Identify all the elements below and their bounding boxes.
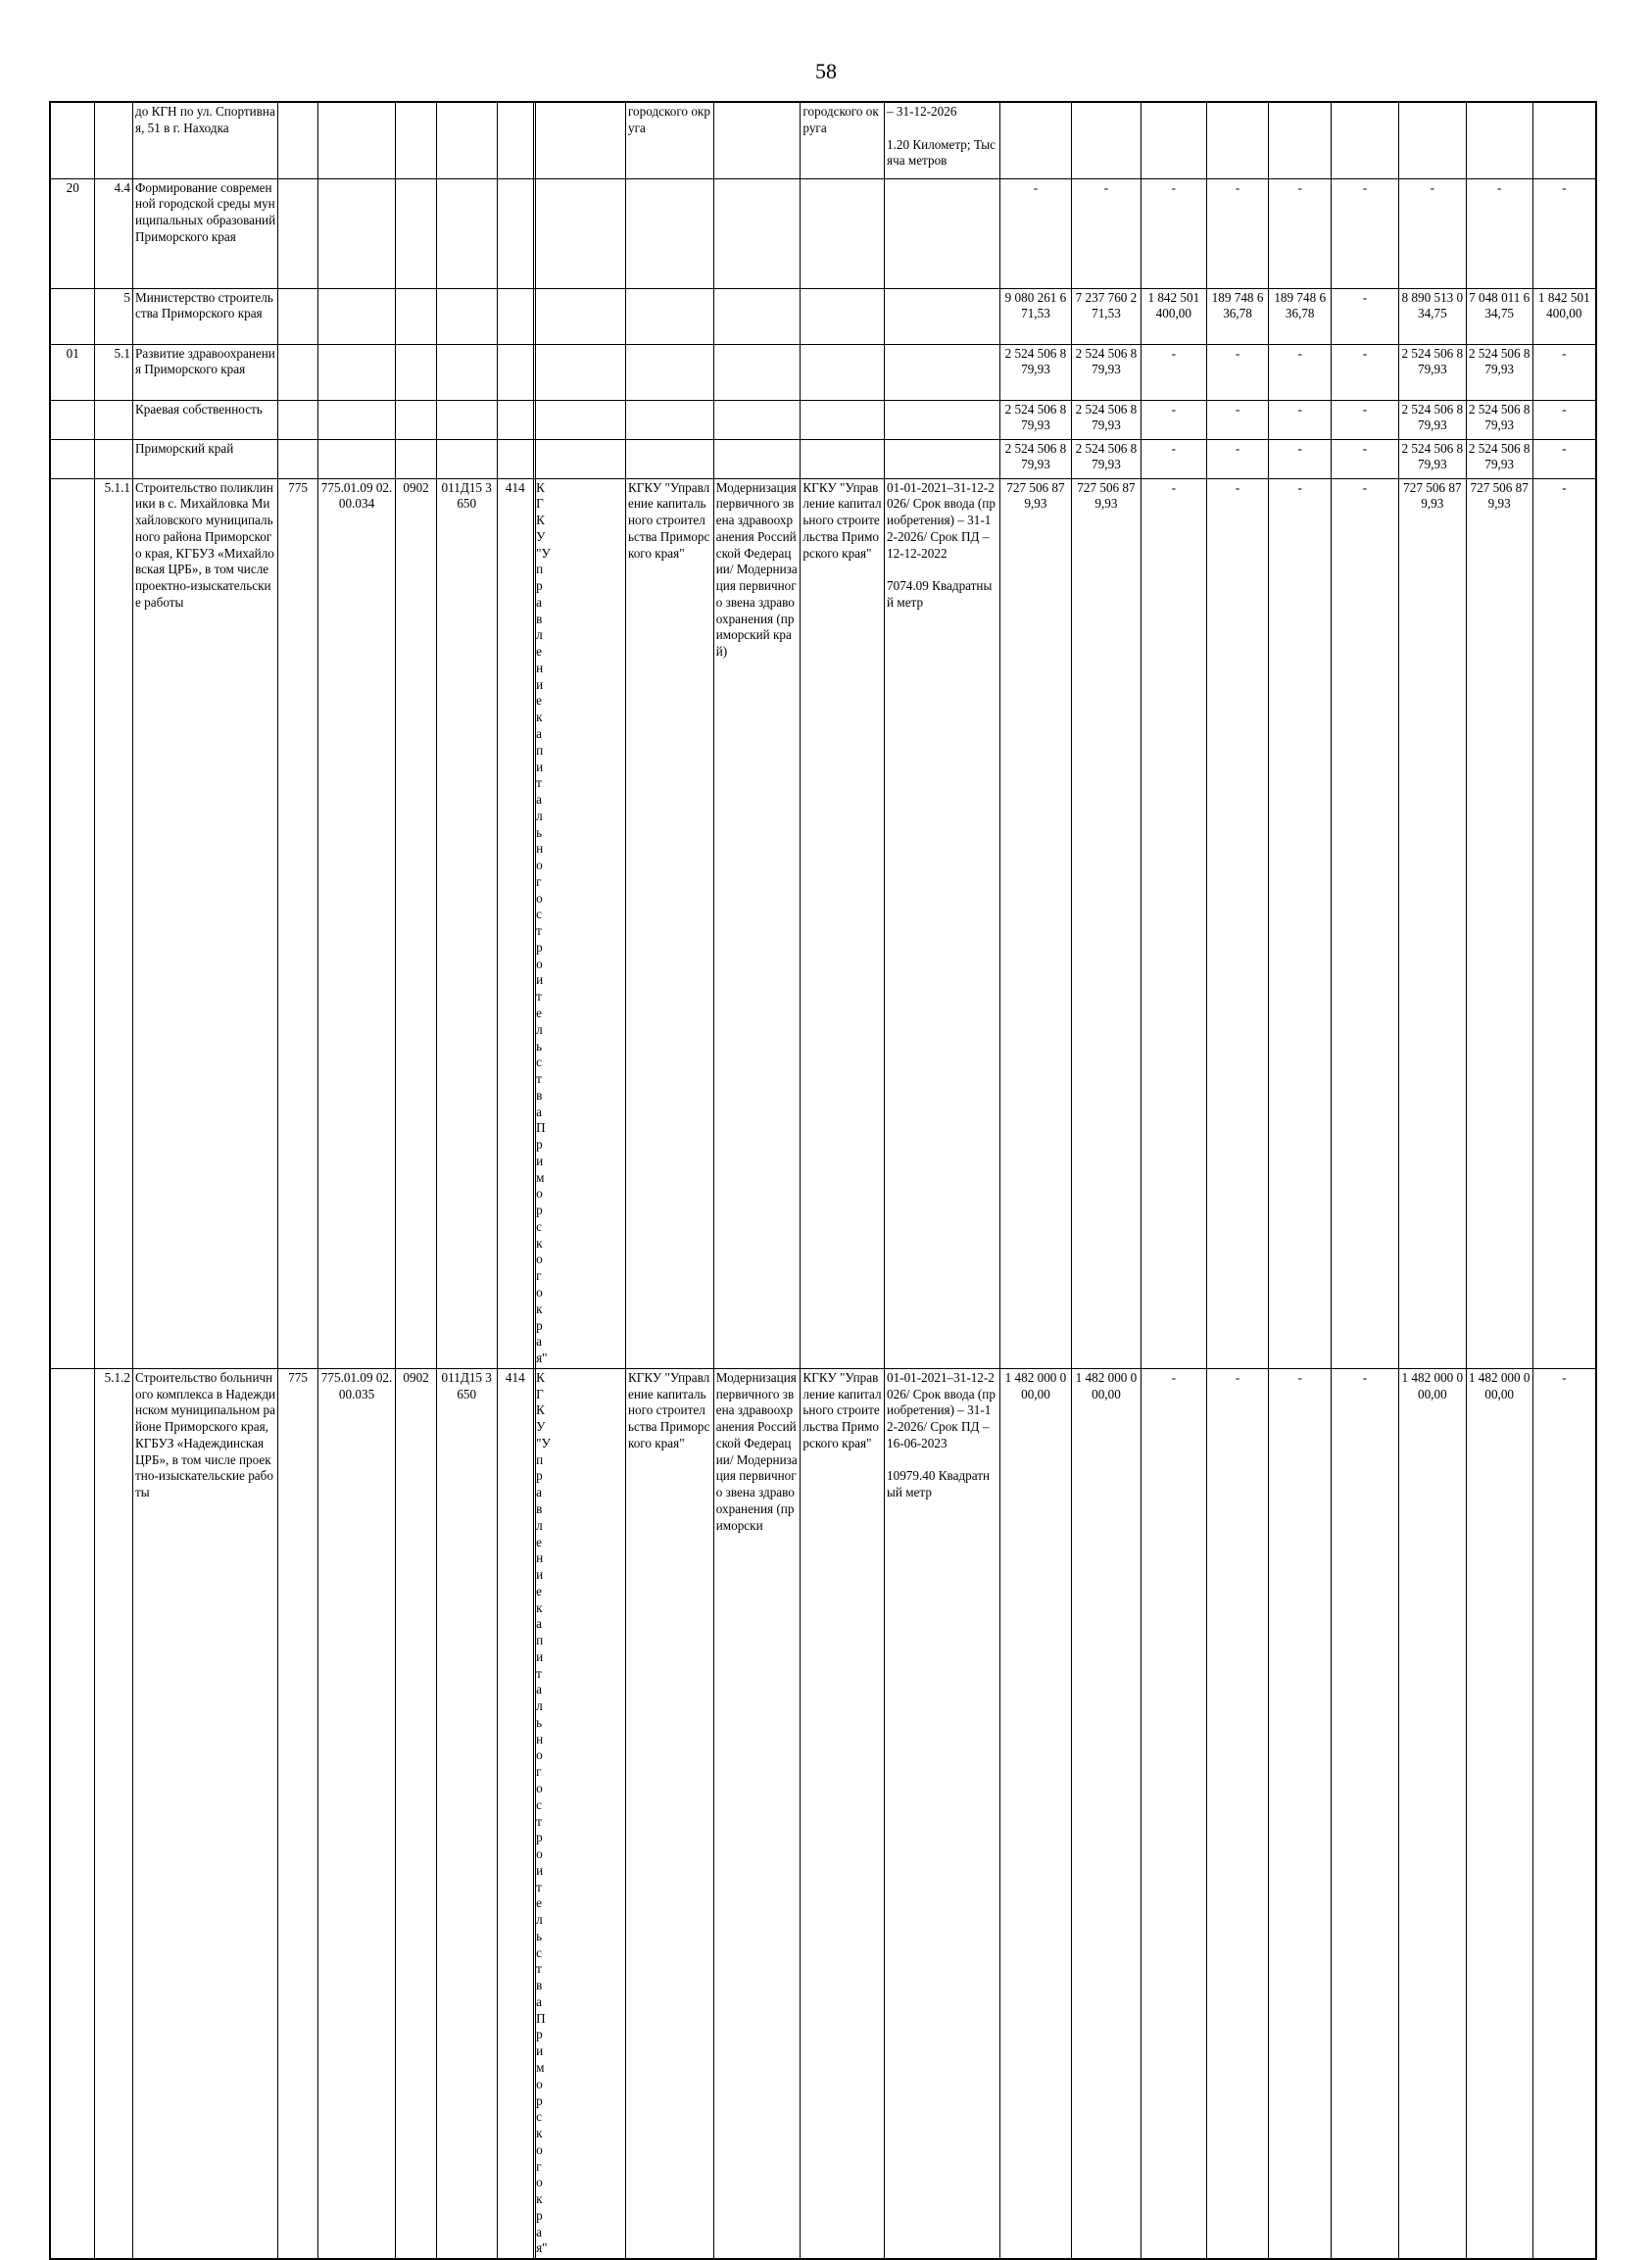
- cell-fb-total: [1071, 102, 1141, 178]
- cell-proekt: Модернизация первичного звена здравоохранения Российской Федерации/ Модернизация первичного звена здравоохранения (приморский край): [713, 478, 801, 1368]
- cell-kod-tsel: [317, 439, 395, 478]
- cell-sroki: 01-01-2021–31-12-2026/ Срок ввода (приобретения) – 31-12-2026/ Срок ПД – 12-12-2022 7074.09 Квадратный метр: [885, 478, 1000, 1368]
- table-row: [50, 102, 1596, 178]
- cell-itogo: 9 080 261 671,53: [999, 288, 1071, 344]
- cell-kb2: -: [1269, 400, 1332, 439]
- cell-kb: [1206, 102, 1269, 178]
- cell-ispolnitel: [801, 344, 885, 400]
- cell-csr: [436, 400, 497, 439]
- cell-fb3: 1 842 501 400,00: [1532, 288, 1596, 344]
- cell-kod: [50, 1368, 95, 2259]
- cell-zakazchik: [625, 344, 713, 400]
- cell-ispolnitel: [801, 439, 885, 478]
- cell-mb: -: [1332, 1368, 1399, 2259]
- cell-naimenovanie: Строительство больничного комплекса в Надеждинском муниципальном районе Приморского края, КГБУЗ «Надеждинская ЦРБ», в том числе проектно-изыскательские работы: [133, 1368, 278, 2259]
- cell-kb2: [1269, 102, 1332, 178]
- cell-kod: [50, 478, 95, 1368]
- cell-kb2: -: [1269, 178, 1332, 288]
- cell-kb2: -: [1269, 478, 1332, 1368]
- cell-csr: [436, 288, 497, 344]
- cell-itogo: 2 524 506 879,93: [999, 400, 1071, 439]
- cell-kb3: 2 524 506 879,93: [1466, 344, 1532, 400]
- cell-fb3: -: [1532, 1368, 1596, 2259]
- cell-grbs: [278, 178, 318, 288]
- cell-zakazchik: [625, 439, 713, 478]
- cell-vr: [497, 400, 534, 439]
- cell-fb-total: 1 482 000 000,00: [1071, 1368, 1141, 2259]
- cell-itogo: 2 524 506 879,93: [999, 439, 1071, 478]
- cell-csr: [436, 439, 497, 478]
- cell-otvetstvenny: [536, 400, 626, 439]
- cell-zakazchik: [625, 400, 713, 439]
- cell-fb: -: [1141, 1368, 1206, 2259]
- table-row: [50, 400, 1596, 439]
- cell-mb: -: [1332, 439, 1399, 478]
- cell-fb: -: [1141, 478, 1206, 1368]
- cell-itogo: 727 506 879,93: [999, 478, 1071, 1368]
- cell-naimenovanie: Министерство строительства Приморского края: [133, 288, 278, 344]
- cell-grbs: [278, 439, 318, 478]
- cell-ispolnitel: городского округа: [801, 102, 885, 178]
- cell-itogo: 1 482 000 000,00: [999, 1368, 1071, 2259]
- table-row: [50, 439, 1596, 478]
- cell-rzpr: [396, 178, 437, 288]
- cell-otvetstvenny: [536, 102, 626, 178]
- cell-otvetstvenny: [536, 478, 626, 1368]
- budget-table: [49, 101, 1597, 2260]
- cell-kb2: -: [1269, 1368, 1332, 2259]
- table-row: [50, 288, 1596, 344]
- cell-csr: 011Д15 3650: [436, 478, 497, 1368]
- cell-fb: [1141, 102, 1206, 178]
- cell-grbs: 775: [278, 1368, 318, 2259]
- cell-naimenovanie: Приморский край: [133, 439, 278, 478]
- cell-kb3: 1 482 000 000,00: [1466, 1368, 1532, 2259]
- cell-kod: [50, 288, 95, 344]
- cell-num: 5: [95, 288, 133, 344]
- cell-csr: [436, 178, 497, 288]
- cell-naimenovanie: Строительство поликлиники в с. Михайловка Михайловского муниципального района Приморского края, КГБУЗ «Михайловская ЦРБ», в том числе проектно-изыскательские работы: [133, 478, 278, 1368]
- cell-proekt: [713, 178, 801, 288]
- cell-fb: -: [1141, 178, 1206, 288]
- cell-itogo2: 1 482 000 000,00: [1398, 1368, 1466, 2259]
- cell-naimenovanie: Развитие здравоохранения Приморского края: [133, 344, 278, 400]
- cell-fb-total: -: [1071, 178, 1141, 288]
- cell-kb2: 189 748 636,78: [1269, 288, 1332, 344]
- cell-kb: -: [1206, 1368, 1269, 2259]
- cell-kod: 20: [50, 178, 95, 288]
- cell-vr: 414: [497, 478, 534, 1368]
- cell-naimenovanie: Краевая собственность: [133, 400, 278, 439]
- cell-grbs: 775: [278, 478, 318, 1368]
- cell-fb-total: 727 506 879,93: [1071, 478, 1141, 1368]
- cell-grbs: [278, 344, 318, 400]
- cell-vr: [497, 178, 534, 288]
- cell-mb: -: [1332, 178, 1399, 288]
- cell-fb: -: [1141, 439, 1206, 478]
- cell-kod-tsel: 775.01.09 02.00.035: [317, 1368, 395, 2259]
- table-row: [50, 1368, 1596, 2259]
- cell-kb: -: [1206, 439, 1269, 478]
- cell-zakazchik: [625, 288, 713, 344]
- cell-kb3: -: [1466, 178, 1532, 288]
- cell-kod-tsel: [317, 400, 395, 439]
- cell-mb: -: [1332, 400, 1399, 439]
- cell-itogo2: 727 506 879,93: [1398, 478, 1466, 1368]
- cell-kod: 01: [50, 344, 95, 400]
- cell-vr: [497, 102, 534, 178]
- cell-kod-tsel: [317, 288, 395, 344]
- cell-kb3: 7 048 011 634,75: [1466, 288, 1532, 344]
- cell-fb: -: [1141, 400, 1206, 439]
- table-row: [50, 478, 1596, 1368]
- cell-fb: -: [1141, 344, 1206, 400]
- cell-itogo2: 8 890 513 034,75: [1398, 288, 1466, 344]
- cell-kb3: [1466, 102, 1532, 178]
- cell-fb-total: 2 524 506 879,93: [1071, 439, 1141, 478]
- cell-naimenovanie: до КГН по ул. Спортивная, 51 в г. Находка: [133, 102, 278, 178]
- cell-vr: [497, 288, 534, 344]
- cell-ispolnitel: [801, 288, 885, 344]
- cell-grbs: [278, 102, 318, 178]
- cell-fb3: -: [1532, 439, 1596, 478]
- cell-rzpr: 0902: [396, 1368, 437, 2259]
- cell-otvetstvenny: [536, 178, 626, 288]
- cell-vr: [497, 344, 534, 400]
- cell-kod-tsel: 775.01.09 02.00.034: [317, 478, 395, 1368]
- cell-kb: -: [1206, 178, 1269, 288]
- cell-csr: [436, 344, 497, 400]
- cell-kb: -: [1206, 344, 1269, 400]
- table-row: [50, 344, 1596, 400]
- cell-fb3: -: [1532, 400, 1596, 439]
- cell-mb: -: [1332, 288, 1399, 344]
- cell-sroki: [885, 344, 1000, 400]
- cell-rzpr: 0902: [396, 478, 437, 1368]
- cell-rzpr: [396, 439, 437, 478]
- cell-fb: 1 842 501 400,00: [1141, 288, 1206, 344]
- cell-ispolnitel: [801, 178, 885, 288]
- cell-rzpr: [396, 344, 437, 400]
- cell-kb3: 727 506 879,93: [1466, 478, 1532, 1368]
- cell-otvetstvenny: [536, 288, 626, 344]
- cell-proekt: [713, 344, 801, 400]
- cell-fb-total: 2 524 506 879,93: [1071, 344, 1141, 400]
- cell-kb: 189 748 636,78: [1206, 288, 1269, 344]
- cell-num: 5.1.1: [95, 478, 133, 1368]
- cell-kod-tsel: [317, 102, 395, 178]
- cell-itogo2: -: [1398, 178, 1466, 288]
- cell-sroki: [885, 178, 1000, 288]
- cell-rzpr: [396, 102, 437, 178]
- cell-vr: [497, 439, 534, 478]
- cell-fb3: -: [1532, 478, 1596, 1368]
- cell-otvetstvenny: [536, 1368, 626, 2259]
- cell-fb-total: 2 524 506 879,93: [1071, 400, 1141, 439]
- cell-kod-tsel: [317, 178, 395, 288]
- cell-num: 5.1.2: [95, 1368, 133, 2259]
- cell-zakazchik: КГКУ "Управление капитального строительства Приморского края": [625, 1368, 713, 2259]
- page-number: 58: [815, 59, 837, 83]
- cell-zakazchik: городского округа: [625, 102, 713, 178]
- cell-grbs: [278, 288, 318, 344]
- cell-proekt: [713, 288, 801, 344]
- cell-spacer: КГКУ "Управление капитального строительства Приморского края": [534, 478, 536, 1368]
- cell-zakazchik: [625, 178, 713, 288]
- cell-kb: -: [1206, 478, 1269, 1368]
- cell-vr: 414: [497, 1368, 534, 2259]
- cell-mb: -: [1332, 478, 1399, 1368]
- cell-num: 4.4: [95, 178, 133, 288]
- cell-fb3: [1532, 102, 1596, 178]
- cell-fb-total: 7 237 760 271,53: [1071, 288, 1141, 344]
- cell-mb: [1332, 102, 1399, 178]
- cell-itogo2: 2 524 506 879,93: [1398, 344, 1466, 400]
- cell-itogo2: 2 524 506 879,93: [1398, 439, 1466, 478]
- cell-kb3: 2 524 506 879,93: [1466, 439, 1532, 478]
- cell-proekt: [713, 400, 801, 439]
- cell-proekt: [713, 102, 801, 178]
- cell-sroki: 01-01-2021–31-12-2026/ Срок ввода (приобретения) – 31-12-2026/ Срок ПД – 16-06-2023 10979.40 Квадратный метр: [885, 1368, 1000, 2259]
- cell-kod: [50, 400, 95, 439]
- cell-itogo: 2 524 506 879,93: [999, 344, 1071, 400]
- cell-zakazchik: КГКУ "Управление капитального строительства Приморского края": [625, 478, 713, 1368]
- cell-grbs: [278, 400, 318, 439]
- cell-spacer: КГКУ "Управление капитального строительства Приморского края": [534, 1368, 536, 2259]
- cell-sroki: [885, 288, 1000, 344]
- cell-otvetstvenny: [536, 344, 626, 400]
- cell-kb: -: [1206, 400, 1269, 439]
- cell-csr: [436, 102, 497, 178]
- cell-kod: [50, 439, 95, 478]
- cell-kod-tsel: [317, 344, 395, 400]
- cell-kb2: -: [1269, 344, 1332, 400]
- cell-kb3: 2 524 506 879,93: [1466, 400, 1532, 439]
- cell-num: 5.1: [95, 344, 133, 400]
- cell-sroki: – 31-12-2026 1.20 Километр; Тысяча метров: [885, 102, 1000, 178]
- cell-ispolnitel: КГКУ "Управление капитального строительства Приморского края": [801, 1368, 885, 2259]
- cell-ispolnitel: [801, 400, 885, 439]
- cell-proekt: [713, 439, 801, 478]
- cell-itogo2: 2 524 506 879,93: [1398, 400, 1466, 439]
- cell-fb3: -: [1532, 178, 1596, 288]
- table-row: [50, 178, 1596, 288]
- cell-ispolnitel: КГКУ "Управление капитального строительства Приморского края": [801, 478, 885, 1368]
- cell-otvetstvenny: [536, 439, 626, 478]
- cell-sroki: [885, 400, 1000, 439]
- cell-num: [95, 102, 133, 178]
- cell-rzpr: [396, 288, 437, 344]
- cell-kb2: -: [1269, 439, 1332, 478]
- cell-itogo: [999, 102, 1071, 178]
- cell-itogo2: [1398, 102, 1466, 178]
- cell-kod: [50, 102, 95, 178]
- cell-csr: 011Д15 3650: [436, 1368, 497, 2259]
- cell-num: [95, 400, 133, 439]
- cell-fb3: -: [1532, 344, 1596, 400]
- cell-rzpr: [396, 400, 437, 439]
- cell-naimenovanie: Формирование современной городской среды муниципальных образований Приморского края: [133, 178, 278, 288]
- cell-sroki: [885, 439, 1000, 478]
- cell-num: [95, 439, 133, 478]
- cell-mb: -: [1332, 344, 1399, 400]
- cell-proekt: Модернизация первичного звена здравоохранения Российской Федерации/ Модернизация первичного звена здравоохранения (приморски: [713, 1368, 801, 2259]
- cell-itogo: -: [999, 178, 1071, 288]
